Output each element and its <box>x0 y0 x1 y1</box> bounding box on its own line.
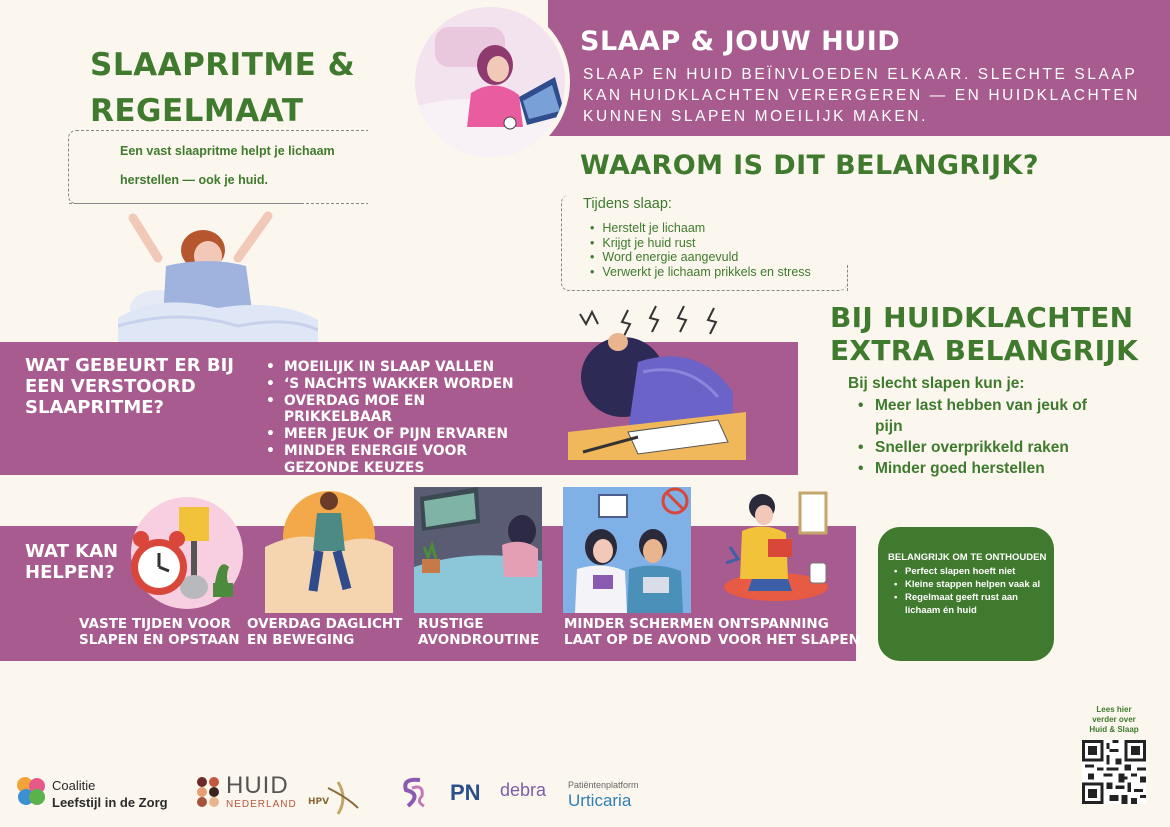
help-tile-label <box>718 616 860 648</box>
extra-lead: Bij slecht slapen kun je: <box>848 375 1025 392</box>
hpv-logo <box>308 778 380 818</box>
list-item: • Regelmaat geeft rust aan lichaam én huid <box>894 591 1054 617</box>
help-tile-label <box>418 616 539 648</box>
help-tile-label-line2: SLAPEN EN OPSTAAN <box>79 632 240 648</box>
coalitie-logo-line1: Coalitie <box>52 778 96 793</box>
coalitie-logo <box>16 776 168 811</box>
help-tile-label-line1: RUSTIGE <box>418 616 484 632</box>
rhythm-title-line1: SLAAPRITME & <box>90 47 356 83</box>
exhausted-person-illustration <box>568 302 746 460</box>
pn-logo <box>450 780 481 806</box>
help-tile-label <box>564 616 714 648</box>
coalitie-logo-line2: Leefstijl in de Zorg <box>52 795 168 810</box>
help-tile-label-line1: OVERDAG DAGLICHT <box>247 616 403 632</box>
list-item: • Verwerkt je lichaam prikkels en stress <box>590 265 811 280</box>
tv-bed-evening-illustration <box>414 487 542 613</box>
remember-title: BELANGRIJK OM TE ONTHOUDEN <box>888 552 1047 563</box>
help-tile-label-line2: EN BEWEGING <box>247 632 355 648</box>
help-tile-label <box>247 616 402 648</box>
list-item: • Kleine stappen helpen vaak al <box>894 578 1054 591</box>
alarm-clock-lamp-illustration <box>117 487 245 613</box>
urticaria-logo <box>568 780 639 811</box>
rhythm-title-line2: REGELMAAT <box>90 93 304 129</box>
huid-nederland-logo <box>196 772 297 813</box>
urticaria-logo-line1: Patiëntenplatform <box>568 780 639 790</box>
huid-nederland-logo-icon <box>196 776 222 808</box>
help-tile-label-line2: LAAT OP DE AVOND <box>564 632 712 648</box>
help-tile-label-line2: AVONDROUTINE <box>418 632 540 648</box>
debra-logo <box>500 780 546 801</box>
coalitie-logo-icon <box>16 776 46 806</box>
qr-label-line1: Lees hier <box>1096 705 1132 714</box>
list-item: • ‘S NACHTS WAKKER WORDEN <box>266 376 536 393</box>
list-item: • Minder goed herstellen <box>858 458 1118 479</box>
qr-code-icon[interactable] <box>1082 740 1146 804</box>
rhythm-tip-line2: herstellen — ook je huid. <box>120 173 268 187</box>
header-description: SLAAP EN HUID BEÏNVLOEDEN ELKAAR. SLECHTE SLAAP KAN HUIDKLACHTEN VERERGEREN — EN HUIDKLACHTEN KUNNEN SLAPEN MOEILIJK MAKEN. <box>583 66 1141 125</box>
extra-title-line1: BIJ HUIDKLACHTEN <box>830 301 1134 334</box>
list-item: • Perfect slapen hoeft niet <box>894 565 1054 578</box>
list-item: • Sneller overprikkeld raken <box>858 437 1118 458</box>
help-tile-label-line1: VASTE TIJDEN VOOR <box>79 616 232 632</box>
hpv-logo-text: HPV <box>308 797 330 807</box>
extra-list <box>858 395 1118 479</box>
pn-logo-text: PN <box>450 780 481 805</box>
help-tile-label-line2: VOOR HET SLAPEN <box>718 632 860 648</box>
why-title: WAAROM IS DIT BELANGRIJK? <box>580 150 1039 181</box>
relaxing-reading-illustration <box>712 487 840 613</box>
laptop-woman-illustration <box>410 2 570 162</box>
list-item: • OVERDAG MOE EN PRIKKELBAAR <box>266 393 536 427</box>
list-item: • MOEILIJK IN SLAAP VALLEN <box>266 359 536 376</box>
why-list <box>590 221 811 279</box>
help-tile-label-line1: MINDER SCHERMEN <box>564 616 714 632</box>
help-tile-label-line1: ONTSPANNING <box>718 616 829 632</box>
header-title: SLAAP & JOUW HUID <box>580 26 901 57</box>
rhythm-tip <box>120 137 370 195</box>
list-item: • Meer last hebben van jeuk of pijn <box>858 395 1118 437</box>
disturbed-title: WAT GEBEURT ER BIJ EEN VERSTOORD SLAAPRITME? <box>25 355 234 418</box>
couple-screens-illustration <box>563 487 691 613</box>
qr-label-line3: Huid & Slaap <box>1089 725 1139 734</box>
list-item: • Krijgt je huid rust <box>590 236 811 251</box>
huid-logo-line1: HUID <box>226 772 289 799</box>
qr-label <box>1080 705 1148 735</box>
disturbed-list <box>266 359 536 477</box>
help-tile-label <box>79 616 240 648</box>
why-lead: Tijdens slaap: <box>583 196 672 212</box>
debra-logo-text: debra <box>500 780 547 800</box>
rhythm-title <box>90 42 355 134</box>
list-item: • MINDER ENERGIE VOOR GEZONDE KEUZES <box>266 443 536 477</box>
huid-logo-line2: NEDERLAND <box>226 799 297 810</box>
extra-title <box>830 301 1138 367</box>
extra-title-line2: EXTRA BELANGRIJK <box>830 334 1139 367</box>
urticaria-logo-line2: Urticaria <box>568 791 632 810</box>
walking-woman-sunlight-illustration <box>265 487 393 613</box>
list-item: • MEER JEUK OF PIJN ERVAREN <box>266 426 536 443</box>
se-logo <box>398 774 428 810</box>
rhythm-tip-line1: Een vast slaapritme helpt je lichaam <box>120 144 335 158</box>
waking-woman-illustration <box>118 208 318 350</box>
qr-label-line2: verder over <box>1092 715 1136 724</box>
list-item: • Word energie aangevuld <box>590 250 811 265</box>
list-item: • Herstelt je lichaam <box>590 221 811 236</box>
remember-list <box>894 565 1054 617</box>
help-title: WAT KAN HELPEN? <box>25 541 119 583</box>
